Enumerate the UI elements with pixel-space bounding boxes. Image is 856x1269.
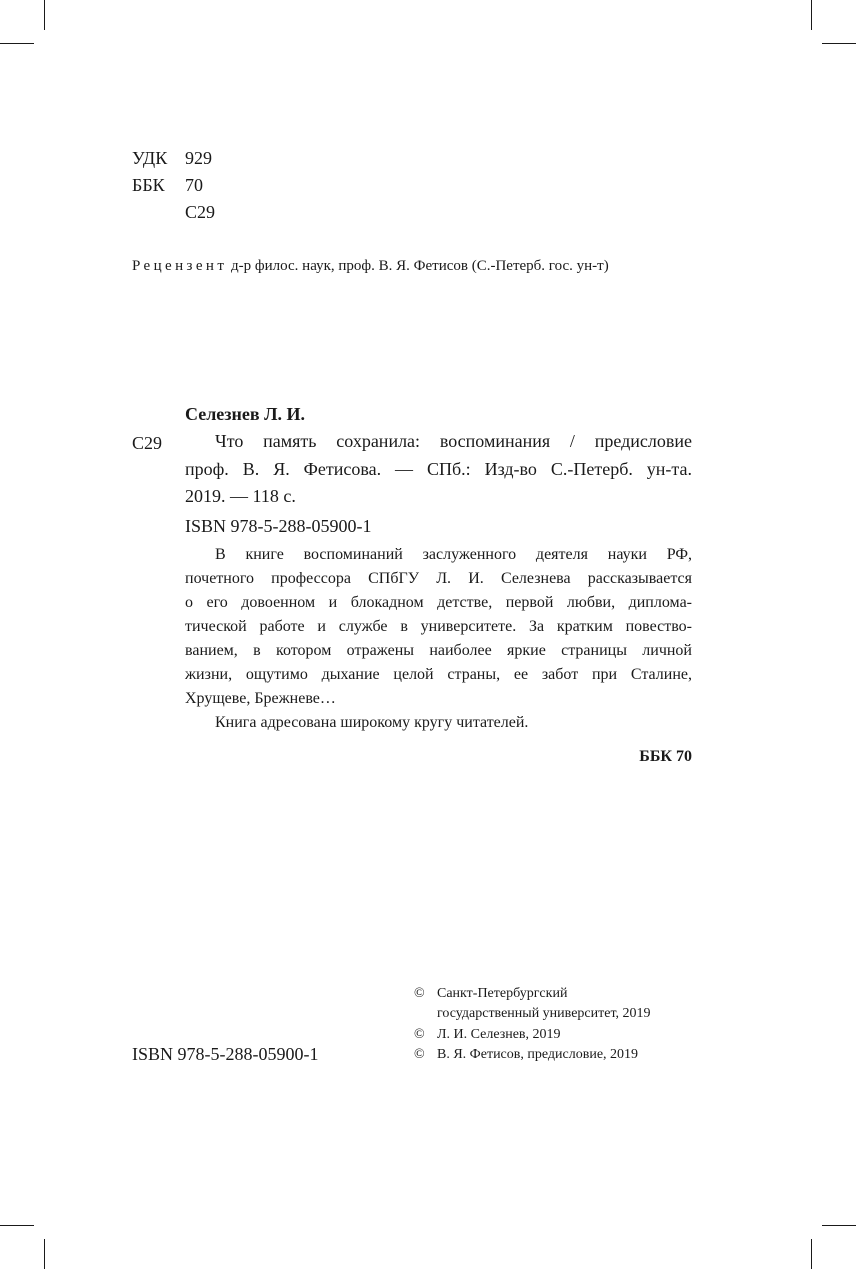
crop-mark [44,0,45,30]
reviewer-text: д-р филос. наук, проф. В. Я. Фетисов (С.-Петерб. гос. ун-т) [231,258,609,274]
crop-mark [0,1225,34,1226]
annotation-line: тической работе и службе в университете. За кратким повество- [185,618,692,635]
udk-value: 929 [185,148,212,168]
bbk-label: ББК [132,175,165,195]
annotation-line: о его довоенном и блокадном детстве, первой любви, диплома- [185,594,692,611]
record-author: Селезнев Л. И. [185,404,306,424]
udk-label: УДК [132,148,168,168]
crop-mark [811,0,812,30]
copyright-symbol: © [414,986,425,1001]
annotation-line: ванием, в котором отражены наиболее яркие страницы личной [185,642,692,659]
crop-mark [811,1239,812,1269]
crop-mark [822,1225,856,1226]
reviewer-label: Рецензент [132,258,228,274]
copyright-symbol: © [414,1047,425,1062]
title-line: проф. В. Я. Фетисова. — СПб.: Изд-во С.-Петерб. ун-та. [185,459,692,479]
copyright-holder: В. Я. Фетисов, предисловие, 2019 [437,1047,639,1062]
crop-mark [44,1239,45,1269]
annotation-line: почетного профессора СПбГУ Л. И. Селезнева рассказывается [185,570,692,587]
title-line: 2019. — 118 с. [185,486,296,506]
annotation-line: Хрущеве, Брежневе… [185,690,336,707]
copyright-symbol: © [414,1027,425,1042]
crop-mark [0,43,34,44]
bbk-footer: ББК 70 [639,748,692,765]
copyright-holder: государственный университет, 2019 [437,1006,651,1021]
author-mark: С29 [185,202,216,222]
bbk-value: 70 [185,175,203,195]
crop-mark [822,43,856,44]
reviewer-line [132,258,609,275]
record-mark: С29 [132,433,163,453]
title-line: Что память сохранила: воспоминания / предисловие [215,431,692,451]
footer-isbn: ISBN 978-5-288-05900-1 [132,1044,319,1064]
copyright-holder: Санкт-Петербургский [437,986,568,1001]
record-isbn: ISBN 978-5-288-05900-1 [185,516,372,536]
annotation-line: В книге воспоминаний заслуженного деятеля науки РФ, [215,546,692,563]
copyright-holder: Л. И. Селезнев, 2019 [437,1027,561,1042]
audience-line: Книга адресована широкому кругу читателей. [215,714,529,731]
annotation-line: жизни, ощутимо дыхание целой страны, ее забот при Сталине, [185,666,692,683]
